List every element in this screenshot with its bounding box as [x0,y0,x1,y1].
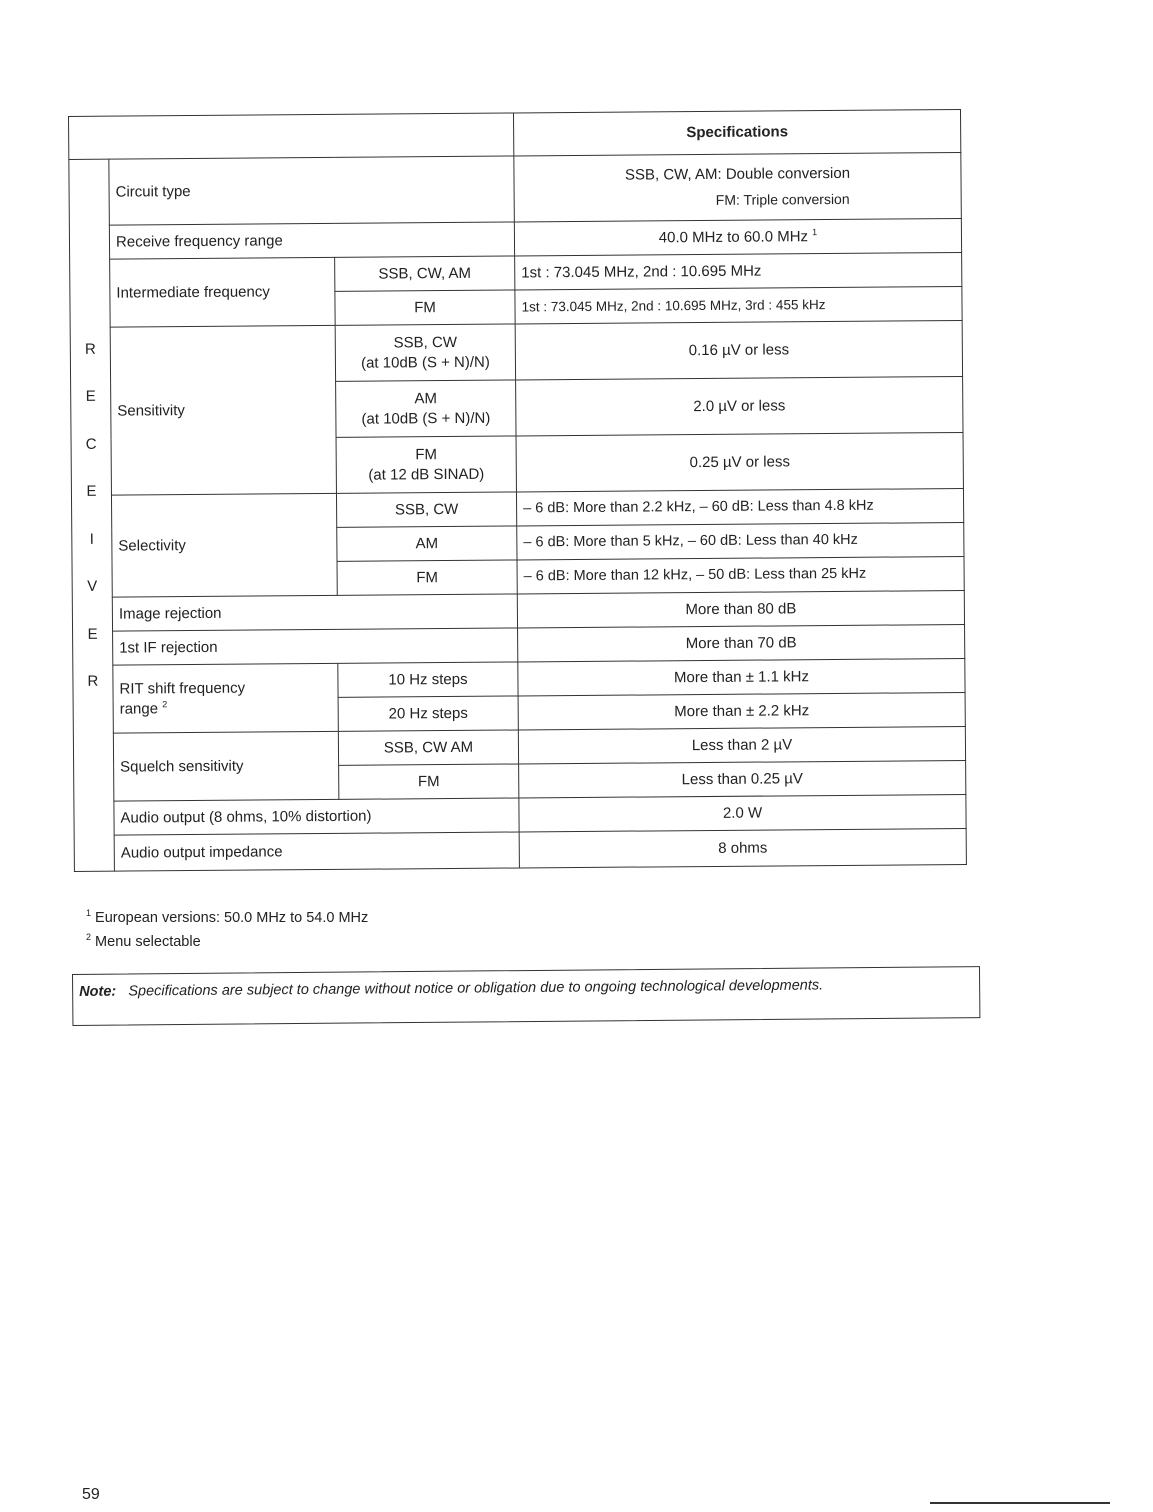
audio-output-label: Audio output (8 ohms, 10% distortion) [114,798,519,835]
if-rejection-value: More than 70 dB [518,624,965,662]
sensitivity-value-fm: 0.25 µV or less [516,432,963,492]
footnote-marker: 1 [812,226,818,237]
audio-impedance-label: Audio output impedance [114,832,519,871]
squelch-sensitivity-label: Squelch sensitivity [113,731,339,801]
specifications-table [68,109,967,872]
if-value-ssb: 1st : 73.045 MHz, 2nd : 10.695 MHz [515,252,962,290]
if-value-fm: 1st : 73.045 MHz, 2nd : 10.695 MHz, 3rd : 455 kHz [515,286,962,324]
sensitivity-sub-ssb: SSB, CW (at 10dB (S + N)/N) [335,324,515,381]
selectivity-value-ssb: – 6 dB: More than 2.2 kHz, – 60 dB: Less than 4.8 kHz [516,488,963,526]
receive-frequency-value: 40.0 MHz to 60.0 MHz $^1$ [514,218,961,256]
footnote-2: $^2$ Menu selectable [86,932,201,950]
sensitivity-label: Sensitivity [110,325,336,495]
squelch-sub-ssb: SSB, CW AM [338,730,518,765]
footnote-marker: 2 [162,698,168,709]
circuit-type-value [514,152,962,222]
circuit-type-line2: FM: Triple conversion [715,191,850,209]
footer-rule [930,1502,1110,1504]
selectivity-sub-ssb: SSB, CW [336,492,516,527]
side-letter: R [84,340,96,358]
rit-value-10hz: More than ± 1.1 kHz [518,658,965,696]
selectivity-value-fm: – 6 dB: More than 12 kHz, – 50 dB: Less than 25 kHz [517,556,964,594]
squelch-sub-fm: FM [339,764,519,799]
receiver-side-label [69,159,115,871]
sensitivity-value-am: 2.0 µV or less [516,376,963,436]
note-label: Note: [79,983,117,1000]
note-box [72,966,980,1026]
side-letter: C [85,435,97,453]
rit-sub-10hz: 10 Hz steps [338,662,518,697]
rit-sub-20hz: 20 Hz steps [338,696,518,731]
footnote-1: $^1$ European versions: 50.0 MHz to 54.0 MHz [86,908,369,926]
side-letter: R [87,672,99,690]
sensitivity-sub-am: AM (at 10dB (S + N)/N) [336,380,516,437]
selectivity-label: Selectivity [111,493,337,597]
if-rejection-label: 1st IF rejection [113,628,518,665]
side-letter: E [85,387,96,405]
sensitivity-value-ssb: 0.16 µV or less [515,320,962,380]
intermediate-frequency-label: Intermediate frequency [110,257,336,327]
side-letter: I [89,530,94,548]
selectivity-sub-fm: FM [337,560,517,595]
if-sub-fm: FM [335,290,515,325]
side-letter: V [87,577,98,595]
circuit-type-label: Circuit type [109,156,515,225]
footnotes [86,906,368,954]
image-rejection-label: Image rejection [112,594,517,631]
squelch-value-ssb: Less than 2 µV [518,726,965,764]
rit-shift-label: RIT shift frequency range $^2$ [113,663,339,733]
image-rejection-value: More than 80 dB [517,590,964,628]
audio-output-value: 2.0 W [519,794,966,832]
receive-frequency-label: Receive frequency range [109,222,514,259]
squelch-value-fm: Less than 0.25 µV [519,760,966,798]
header-blank-cell [69,113,514,159]
selectivity-value-am: – 6 dB: More than 5 kHz, – 60 dB: Less than 40 kHz [517,522,964,560]
audio-impedance-value: 8 ohms [519,828,966,868]
rit-value-20hz: More than ± 2.2 kHz [518,692,965,730]
specifications-header: Specifications [514,109,961,156]
note-text: Specifications are subject to change without notice or obligation due to ongoing technological developments. [128,977,824,1000]
selectivity-sub-am: AM [337,526,517,561]
page-number: 59 [82,1486,100,1503]
side-letter: E [87,625,98,643]
if-sub-ssb: SSB, CW, AM [335,256,515,291]
side-letter: E [86,482,97,500]
circuit-type-line1: SSB, CW, AM: Double conversion [624,165,851,185]
sensitivity-sub-fm: FM (at 12 dB SINAD) [336,436,516,493]
